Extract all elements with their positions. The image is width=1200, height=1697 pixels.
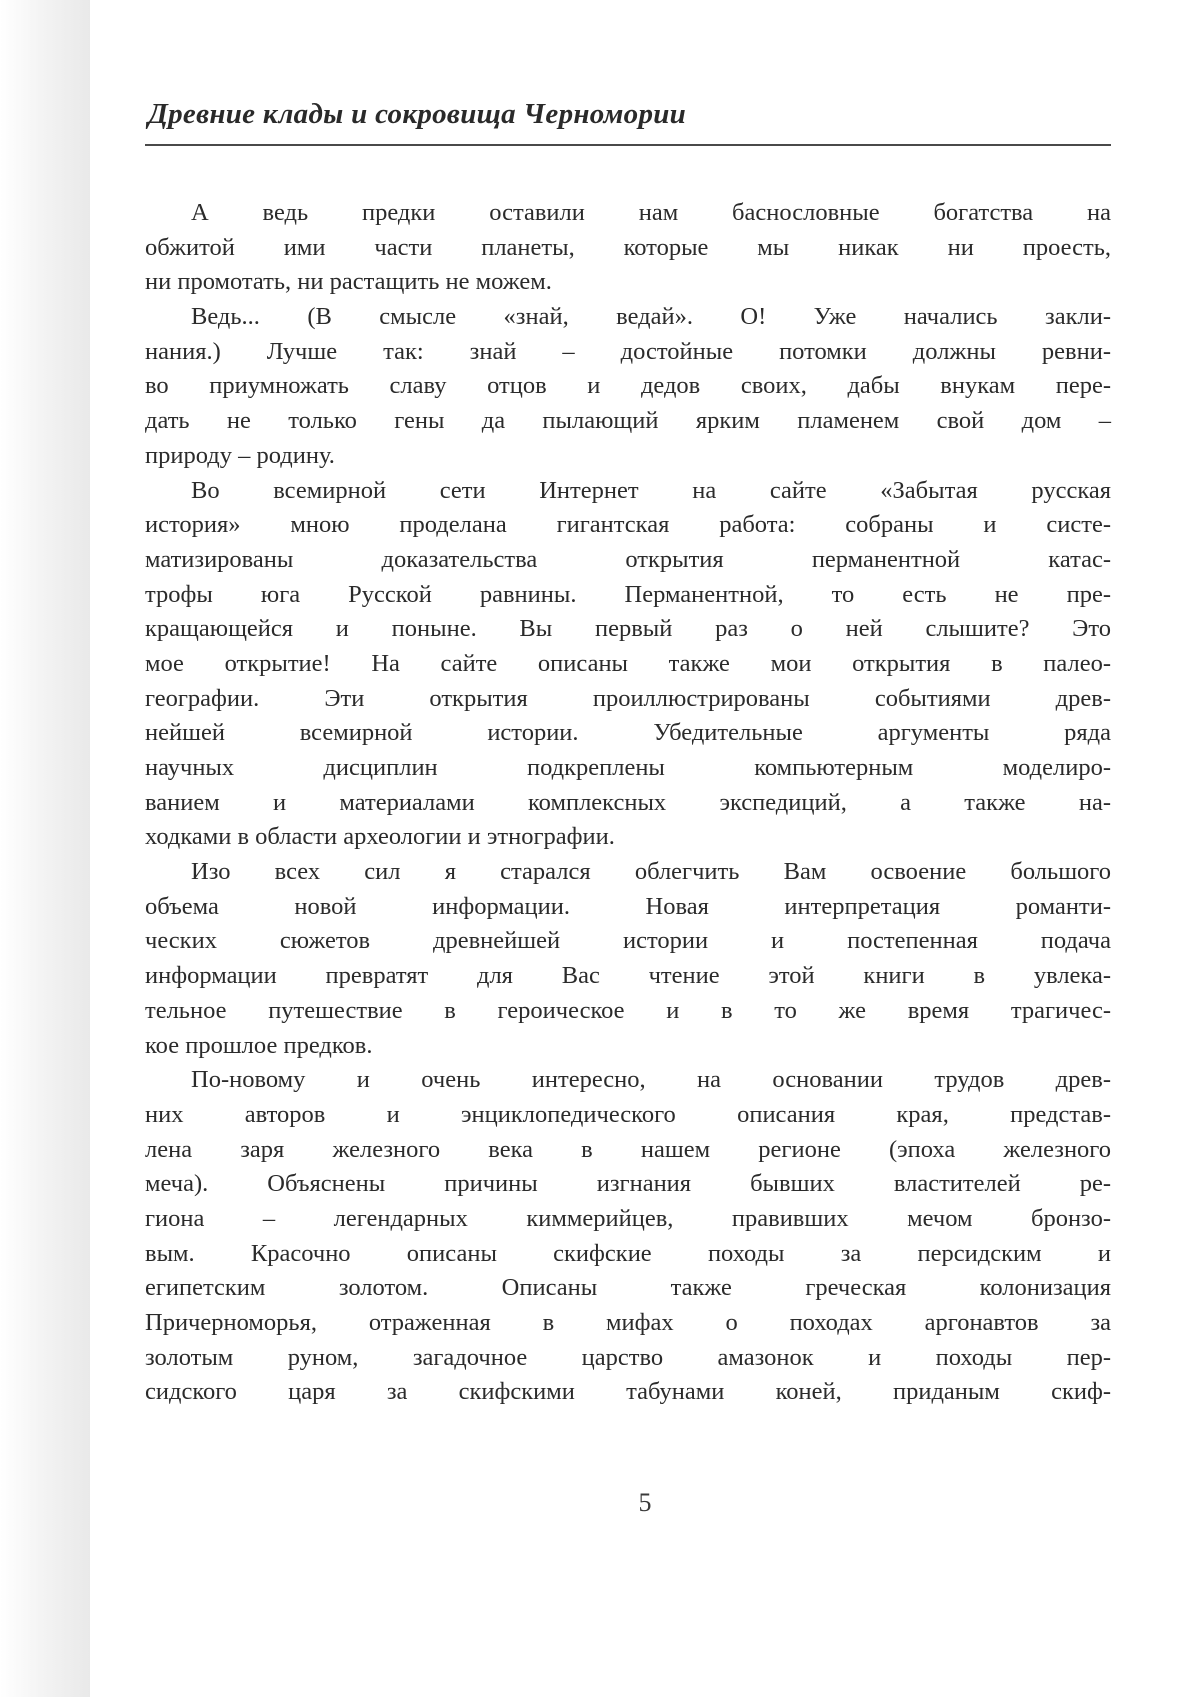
text-line: ванием и материалами комплексных экспедиций, а также на-: [145, 788, 1111, 816]
text-line: золотым руном, загадочное царство амазонок и походы пер-: [145, 1343, 1111, 1371]
text-line: ходками в области археологии и этнографии.: [145, 823, 615, 851]
text-line: матизированы доказательства открытия перманентной катас-: [145, 545, 1111, 573]
text-line: Во всемирной сети Интернет на сайте «Забытая русская: [191, 476, 1111, 504]
text-line: тельное путешествие в героическое и в то же время трагичес-: [145, 996, 1111, 1024]
text-line: информации превратят для Вас чтение этой книги в увлека-: [145, 962, 1111, 990]
text-line: нания.) Лучше так: знай – достойные потомки должны ревни-: [145, 337, 1111, 365]
text-line: нейшей всемирной истории. Убедительные аргументы ряда: [145, 719, 1111, 747]
text-line: Изо всех сил я старался облегчить Вам освоение большого: [191, 858, 1111, 886]
text-line: сидского царя за скифскими табунами коней, приданым скиф-: [145, 1378, 1111, 1406]
page-body: [145, 196, 1111, 1410]
paragraph: [145, 855, 1111, 1063]
text-line: лена заря железного века в нашем регионе (эпоха железного: [145, 1135, 1111, 1163]
text-line: них авторов и энциклопедического описания края, представ-: [145, 1100, 1111, 1128]
text-line: египетским золотом. Описаны также греческая колонизация: [145, 1274, 1111, 1302]
text-line: история» мною проделана гигантская работа: собраны и систе-: [145, 511, 1111, 539]
text-line: географии. Эти открытия проиллюстрированы событиями древ-: [145, 684, 1111, 712]
text-line: Причерноморья, отраженная в мифах о походах аргонавтов за: [145, 1309, 1111, 1336]
text-line: А ведь предки оставили нам баснословные богатства на: [191, 199, 1111, 226]
text-line: вым. Красочно описаны скифские походы за персидским и: [145, 1239, 1111, 1267]
text-line: ческих сюжетов древнейшей истории и постепенная подача: [145, 927, 1111, 955]
paragraph: [145, 196, 1111, 300]
text-line: природу – родину.: [145, 441, 335, 469]
text-line: мое открытие! На сайте описаны также мои открытия в палео-: [145, 649, 1111, 677]
text-line: меча). Объяснены причины изгнания бывших властителей ре-: [145, 1170, 1111, 1198]
text-line: объема новой информации. Новая интерпретация романти-: [145, 892, 1111, 920]
book-page: [90, 0, 1200, 1697]
text-line: гиона – легендарных киммерийцев, правивших мечом бронзо-: [145, 1204, 1111, 1232]
text-line: кращающейся и поныне. Вы первый раз о ней слышите? Это: [145, 615, 1111, 643]
header-rule: [145, 144, 1111, 146]
text-line: ни промотать, ни растащить не можем.: [145, 268, 552, 296]
page-number: 5: [638, 1488, 652, 1517]
paragraph: [145, 474, 1111, 856]
paragraph: [145, 300, 1111, 473]
text-line: Ведь... (В смысле «знай, ведай». О! Уже начались закли-: [191, 303, 1111, 331]
text-line: обжитой ими части планеты, которые мы никак ни проесть,: [145, 233, 1111, 261]
text-line: трофы юга Русской равнины. Перманентной, то есть не пре-: [145, 580, 1111, 608]
text-line: во приумножать славу отцов и дедов своих, дабы внукам пере-: [145, 372, 1111, 400]
paragraph: [145, 1063, 1111, 1410]
text-line: кое прошлое предков.: [145, 1031, 373, 1059]
text-line: научных дисциплин подкреплены компьютерным моделиро-: [145, 754, 1111, 781]
scan-edge-shadow: [0, 0, 90, 1697]
running-head-title: Древние клады и сокровища Черномории: [148, 98, 687, 130]
text-line: дать не только гены да пылающий ярким пламенем свой дом –: [145, 407, 1111, 435]
text-line: По-новому и очень интересно, на основании трудов древ-: [191, 1066, 1111, 1094]
